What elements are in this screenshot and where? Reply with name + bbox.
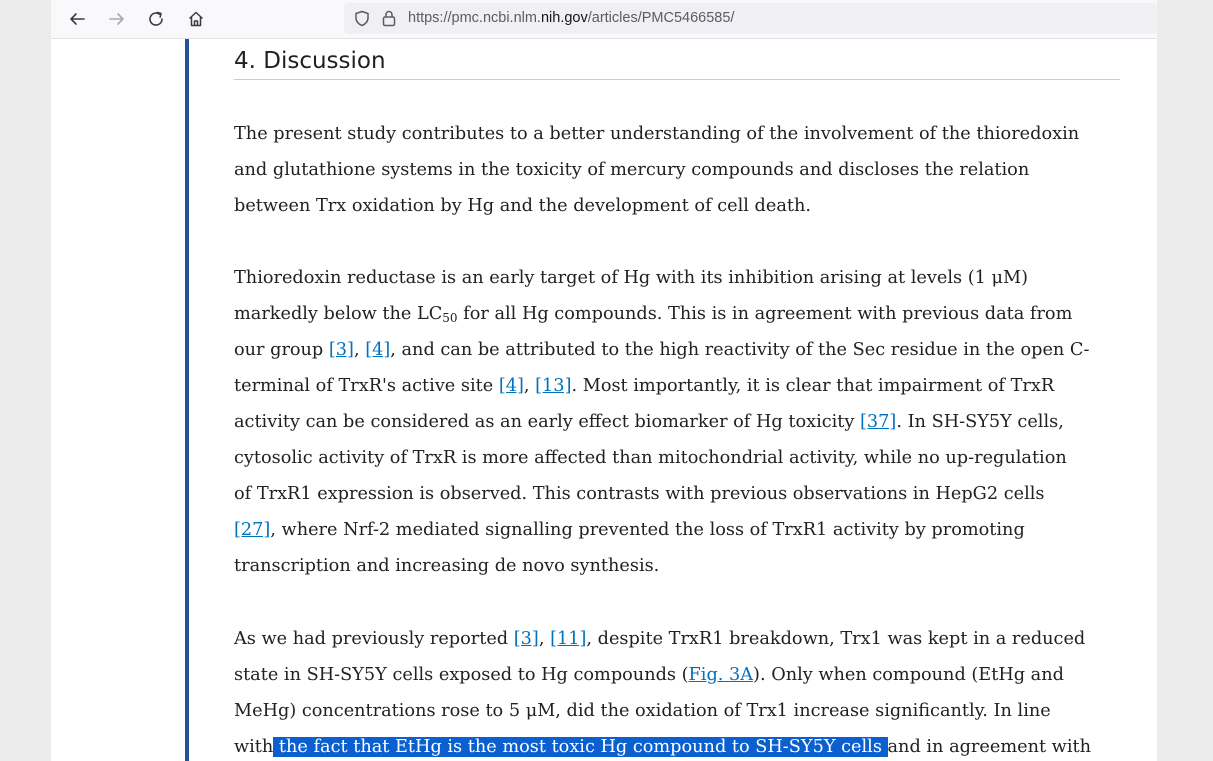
citation-link[interactable]: [3] — [328, 340, 354, 360]
shield-icon[interactable] — [354, 10, 370, 27]
citation-link[interactable]: [27] — [234, 520, 271, 540]
text-run: and in agreement with — [887, 737, 1091, 757]
citation-link[interactable]: [37] — [860, 412, 897, 432]
text-run: . In SH-SY5Y cells, — [896, 412, 1064, 432]
text-line — [234, 368, 1120, 404]
text-run: , — [523, 376, 536, 396]
citation-link[interactable]: [13] — [535, 376, 572, 396]
reload-icon — [147, 10, 165, 28]
url-prefix: https://pmc.ncbi.nlm. — [408, 10, 541, 26]
text-line: transcription and increasing de novo synthesis. — [234, 556, 660, 576]
selected-text[interactable]: the fact that EtHg is the most toxic Hg compound to SH-SY5Y cells — [273, 737, 888, 757]
url-path: /articles/PMC5466585/ — [587, 10, 735, 26]
text-line: MeHg) concentrations rose to 5 μM, did the oxidation of Trx1 increase significantly. In line — [234, 701, 1051, 721]
paragraph-2 — [234, 260, 1120, 584]
text-run: , — [538, 629, 551, 649]
text-run: for all Hg compounds. This is in agreement with previous data from — [457, 304, 1073, 324]
text-run: , and can be attributed to the high reactivity of the Sec residue in the open C- — [390, 340, 1090, 360]
text-run: terminal of TrxR's active site — [234, 376, 499, 396]
url-text[interactable] — [408, 10, 734, 26]
text-line — [234, 512, 1120, 548]
figure-link[interactable]: Fig. 3A — [688, 665, 754, 685]
paragraph-3 — [234, 621, 1120, 761]
text-line: The present study contributes to a better understanding of the involvement of the thioredoxin — [234, 124, 1080, 144]
citation-link[interactable]: [3] — [513, 629, 539, 649]
text-line: cytosolic activity of TrxR is more affected than mitochondrial activity, while no up-regulation — [234, 448, 1067, 468]
text-run: markedly below the LC — [234, 304, 443, 324]
text-run: As we had previously reported — [234, 629, 514, 649]
citation-link[interactable]: [4] — [498, 376, 524, 396]
paragraph-1 — [234, 116, 1120, 224]
forward-arrow-icon — [108, 10, 126, 28]
text-run: , — [353, 340, 366, 360]
url-domain: nih.gov — [540, 10, 588, 26]
text-run: activity can be considered as an early effect biomarker of Hg toxicity — [234, 412, 861, 432]
text-line — [234, 404, 1120, 440]
page-content — [51, 39, 1157, 761]
left-accent-rule — [185, 39, 189, 761]
text-line: of TrxR1 expression is observed. This contrasts with previous observations in HepG2 cells — [234, 484, 1045, 504]
text-run: . Most importantly, it is clear that impairment of TrxR — [571, 376, 1055, 396]
browser-toolbar — [51, 0, 1157, 39]
text-run: with — [234, 737, 274, 757]
subscript: 50 — [442, 311, 458, 325]
text-run: , despite TrxR1 breakdown, Trx1 was kept in a reduced — [586, 629, 1086, 649]
text-run: our group — [234, 340, 329, 360]
back-arrow-icon — [68, 10, 86, 28]
text-run: , where Nrf-2 mediated signalling prevented the loss of TrxR1 activity by promoting — [270, 520, 1025, 540]
lock-icon[interactable] — [382, 10, 396, 27]
home-button[interactable] — [183, 6, 209, 32]
text-line: and glutathione systems in the toxicity of mercury compounds and discloses the relation — [234, 160, 1030, 180]
reload-button[interactable] — [143, 6, 169, 32]
text-line — [234, 657, 1120, 693]
forward-button[interactable] — [104, 6, 130, 32]
text-run: ). Only when compound (EtHg and — [753, 665, 1064, 685]
text-line: between Trx oxidation by Hg and the development of cell death. — [234, 196, 812, 216]
back-button[interactable] — [64, 6, 90, 32]
text-line — [234, 332, 1120, 368]
text-line — [234, 296, 1120, 332]
citation-link[interactable]: [4] — [365, 340, 391, 360]
text-line: Thioredoxin reductase is an early target of Hg with its inhibition arising at levels (1 μM) — [234, 268, 1028, 288]
text-run: state in SH-SY5Y cells exposed to Hg compounds ( — [234, 665, 689, 685]
citation-link[interactable]: [11] — [550, 629, 587, 649]
url-bar[interactable] — [344, 3, 1157, 34]
text-line — [234, 729, 1120, 761]
section-title: 4. Discussion — [234, 46, 1120, 80]
text-line — [234, 621, 1120, 657]
home-icon — [187, 10, 205, 28]
